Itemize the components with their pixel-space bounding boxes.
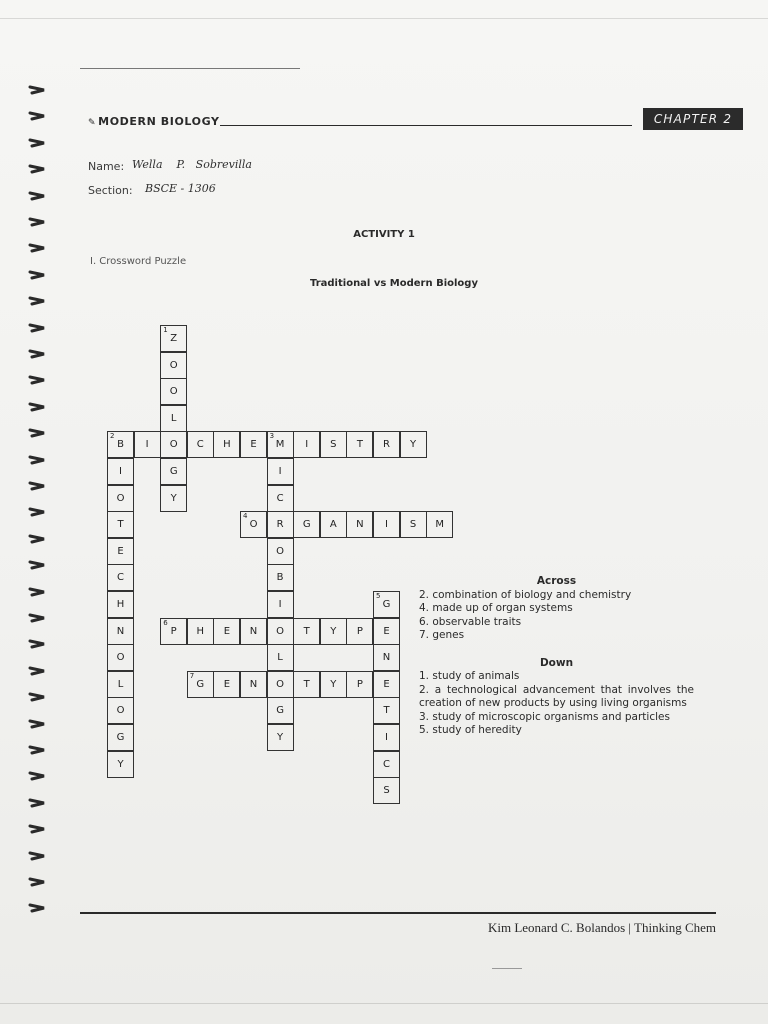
cell-letter: B <box>276 572 284 584</box>
cell-letter: T <box>356 439 363 451</box>
binding-ring-icon <box>28 402 48 412</box>
cell-letter: N <box>116 625 125 637</box>
binding-ring-icon <box>28 85 48 95</box>
binding-ring-icon <box>28 719 48 729</box>
cell-letter: T <box>117 519 124 531</box>
binding-ring-icon <box>28 639 48 649</box>
crossword-cell <box>373 777 400 804</box>
book-title-text: MODERN BIOLOGY <box>98 115 220 128</box>
section-value: BSCE - 1306 <box>145 182 216 195</box>
down-clue-list <box>419 670 694 738</box>
crossword-cell <box>267 538 294 565</box>
crossword-cell <box>107 564 134 591</box>
pencil-icon: ✎ <box>88 118 97 128</box>
clue-number: 1 <box>163 326 168 334</box>
crossword-cell <box>160 405 187 432</box>
binding-ring-icon <box>28 692 48 702</box>
binding-ring-icon <box>28 217 48 227</box>
cell-letter: C <box>276 492 284 504</box>
cell-letter: H <box>196 625 205 637</box>
across-clue: 6. observable traits <box>419 615 522 628</box>
binding-ring-icon <box>28 507 48 517</box>
clue-number: 4 <box>243 512 248 521</box>
crossword-cell <box>107 644 134 671</box>
cell-letter: N <box>382 652 391 664</box>
cell-letter: H <box>223 439 231 451</box>
footer-credit: Kim Leonard C. Bolandos | Thinking Chem <box>487 920 716 935</box>
crossword-cell <box>160 618 187 645</box>
cell-letter: T <box>303 678 310 690</box>
footer-mark <box>492 968 522 969</box>
down-heading: Down <box>539 656 574 669</box>
cell-letter: N <box>249 678 258 690</box>
crossword-cell <box>107 458 134 485</box>
binding-ring-icon <box>28 534 48 544</box>
cell-letter: Y <box>277 732 284 743</box>
puzzle-title: Traditional vs Modern Biology <box>310 278 478 289</box>
crossword-cell <box>240 511 267 538</box>
clue-number: 2 <box>110 432 115 441</box>
crossword-cell <box>373 431 400 458</box>
crossword-cell <box>160 431 187 458</box>
cell-letter: A <box>329 519 337 531</box>
crossword-cell <box>267 644 294 671</box>
binding-ring-icon <box>28 903 48 913</box>
binding-ring-icon <box>28 349 48 359</box>
across-clue: 2. combination of biology and chemistry <box>419 588 632 601</box>
top-faint-rule <box>80 68 300 69</box>
binding-ring-icon <box>28 877 48 887</box>
crossword-cell <box>267 458 294 485</box>
crossword-cell <box>400 511 427 538</box>
section-label: Section: <box>88 184 133 197</box>
crossword-cell <box>107 485 134 512</box>
cell-letter: I <box>305 439 309 451</box>
cell-letter: E <box>223 625 231 637</box>
cell-letter: Z <box>170 333 178 344</box>
scan-bottom-edge <box>0 1003 768 1004</box>
binding-ring-icon <box>28 164 48 174</box>
binding-ring-icon <box>28 323 48 333</box>
cell-letter: Y <box>170 492 177 504</box>
crossword-cell <box>346 511 373 538</box>
cell-letter: L <box>117 678 124 690</box>
clue-number: 3 <box>269 432 275 441</box>
crossword-cell <box>107 431 134 458</box>
clue-number: 5 <box>376 592 381 600</box>
cell-letter: L <box>277 652 283 664</box>
cell-letter: S <box>330 439 337 451</box>
binding-ring-icon <box>28 481 48 491</box>
crossword-cell <box>373 644 400 671</box>
crossword-cell <box>373 511 400 538</box>
cell-letter: I <box>385 732 388 743</box>
binding-ring-icon <box>28 798 48 808</box>
crossword-cell <box>213 671 240 698</box>
crossword-cell <box>267 724 294 751</box>
cell-letter: P <box>356 678 363 690</box>
clues-panel <box>419 575 694 738</box>
crossword-cell <box>400 431 427 458</box>
cell-letter: G <box>276 705 284 717</box>
cell-letter: O <box>276 678 285 690</box>
down-clue: 2. a technological advancement that involves the creation of new products by using living organisms <box>419 683 694 709</box>
cell-letter: O <box>276 545 285 557</box>
binding-ring-icon <box>28 587 48 597</box>
binding-ring-icon <box>28 191 48 201</box>
crossword-cell <box>107 724 134 751</box>
crossword-cell <box>160 485 187 512</box>
cell-letter: I <box>278 466 282 477</box>
crossword-cell <box>373 751 400 778</box>
cell-letter: C <box>196 439 204 451</box>
crossword-cell <box>107 697 134 724</box>
cell-letter: G <box>196 678 205 690</box>
cell-letter: I <box>145 439 149 451</box>
crossword-cell <box>373 591 400 618</box>
cell-letter: O <box>249 519 258 531</box>
crossword-cell <box>267 485 294 512</box>
binding-ring-icon <box>28 666 48 676</box>
crossword-cell <box>160 325 187 352</box>
cell-letter: T <box>383 705 390 717</box>
cell-letter: S <box>383 785 390 797</box>
binding-ring-icon <box>28 296 48 306</box>
crossword-cell <box>240 671 267 698</box>
cell-letter: M <box>435 519 444 531</box>
binding-ring-icon <box>28 824 48 834</box>
cell-letter: Y <box>117 758 124 770</box>
section-heading: I. Crossword Puzzle <box>90 256 187 267</box>
crossword-cell <box>213 431 240 458</box>
cell-letter: N <box>249 625 258 637</box>
cell-letter: I <box>385 519 388 531</box>
crossword-cell <box>267 431 294 458</box>
clue-number: 7 <box>189 671 195 680</box>
crossword-cell <box>346 671 373 698</box>
crossword-cell <box>320 618 347 645</box>
cell-letter: P <box>356 625 363 637</box>
crossword-cell <box>107 511 134 538</box>
crossword-cell <box>187 618 214 645</box>
cell-letter: O <box>276 625 285 637</box>
clue-spacer <box>419 643 694 657</box>
binding-ring-icon <box>28 560 48 570</box>
cell-letter: O <box>116 705 125 717</box>
chapter-badge: CHAPTER 2 <box>643 108 743 130</box>
binding-ring-icon <box>28 455 48 465</box>
cell-letter: E <box>250 439 257 451</box>
cell-letter: O <box>116 652 125 664</box>
crossword-cell <box>373 724 400 751</box>
crossword-cell <box>293 618 320 645</box>
cell-letter: R <box>383 439 390 451</box>
binding-ring-icon <box>28 851 48 861</box>
across-clue: 7. genes <box>419 629 465 641</box>
cell-letter: O <box>169 359 178 371</box>
header-rule <box>220 125 632 126</box>
cell-letter: C <box>117 572 124 584</box>
crossword-cell <box>107 618 134 645</box>
crossword-cell <box>373 697 400 724</box>
crossword-cell <box>293 671 320 698</box>
cell-letter: Y <box>330 678 337 690</box>
across-clue: 4. made up of organ systems <box>419 602 573 614</box>
crossword-cell <box>293 511 320 538</box>
cell-letter: G <box>116 732 125 743</box>
crossword-cell <box>267 618 294 645</box>
name-value: Wella P. Sobrevilla <box>132 158 252 171</box>
crossword-cell <box>267 697 294 724</box>
crossword-cell <box>373 618 400 645</box>
cell-letter: G <box>382 599 391 610</box>
crossword-cell <box>373 671 400 698</box>
crossword-cell <box>346 431 373 458</box>
crossword-cell <box>107 671 134 698</box>
activity-title: ACTIVITY 1 <box>353 229 415 240</box>
down-clue: 3. study of microscopic organisms and particles <box>419 710 670 723</box>
crossword-cell <box>267 564 294 591</box>
cell-letter: S <box>409 519 417 531</box>
crossword-cell <box>320 511 347 538</box>
crossword-cell <box>240 618 267 645</box>
cell-letter: T <box>303 625 310 637</box>
scan-edge-line <box>0 18 768 19</box>
down-clue: 1. study of animals <box>419 670 520 682</box>
cell-letter: E <box>117 545 124 557</box>
cell-letter: C <box>383 758 390 770</box>
cell-letter: Y <box>410 439 417 451</box>
cell-letter: I <box>119 466 122 477</box>
across-heading: Across <box>536 575 577 587</box>
cell-letter: Y <box>330 625 337 637</box>
cell-letter: N <box>356 519 364 531</box>
binding-ring-icon <box>28 428 48 438</box>
crossword-cell <box>160 352 187 379</box>
crossword-cell <box>426 511 453 538</box>
cell-letter: E <box>223 678 231 690</box>
cell-letter: H <box>116 599 125 610</box>
crossword-cell <box>320 671 347 698</box>
crossword-cell <box>240 431 267 458</box>
crossword-cell <box>107 538 134 565</box>
binding-ring-icon <box>28 745 48 755</box>
down-clue: 5. study of heredity <box>419 724 522 736</box>
crossword-cell <box>293 431 320 458</box>
binding-ring-icon <box>28 243 48 253</box>
binding-ring-icon <box>28 771 48 781</box>
binding-ring-icon <box>28 613 48 623</box>
crossword-cell <box>346 618 373 645</box>
cell-letter: G <box>169 466 178 477</box>
crossword-cell <box>187 431 214 458</box>
crossword-cell <box>320 431 347 458</box>
clue-number: 6 <box>163 618 168 627</box>
crossword-cell <box>107 751 134 778</box>
crossword-cell <box>267 591 294 618</box>
cell-letter: M <box>275 439 285 451</box>
cell-letter: P <box>170 625 177 637</box>
crossword-cell <box>267 511 294 538</box>
crossword-cell <box>213 618 240 645</box>
binding-ring-icon <box>28 111 48 121</box>
cell-letter: I <box>278 599 282 610</box>
cell-letter: O <box>116 492 125 504</box>
cell-letter: E <box>383 678 390 690</box>
binding-ring-icon <box>28 375 48 385</box>
binding-ring-icon <box>28 138 48 148</box>
cell-letter: R <box>276 519 284 531</box>
crossword-cell <box>107 591 134 618</box>
cell-letter: B <box>117 439 124 451</box>
cell-letter: L <box>170 412 177 424</box>
cell-letter: G <box>302 519 311 531</box>
crossword-cell <box>267 671 294 698</box>
across-clue-list <box>419 589 694 643</box>
crossword-cell <box>160 378 187 405</box>
cell-letter: O <box>169 439 178 451</box>
cell-letter: E <box>383 625 390 637</box>
crossword-cell <box>187 671 214 698</box>
crossword-cell <box>160 458 187 485</box>
crossword-cell <box>134 431 161 458</box>
book-title <box>88 115 220 128</box>
cell-letter: O <box>169 386 178 398</box>
footer-rule <box>80 912 716 914</box>
name-label: Name: <box>88 160 125 173</box>
